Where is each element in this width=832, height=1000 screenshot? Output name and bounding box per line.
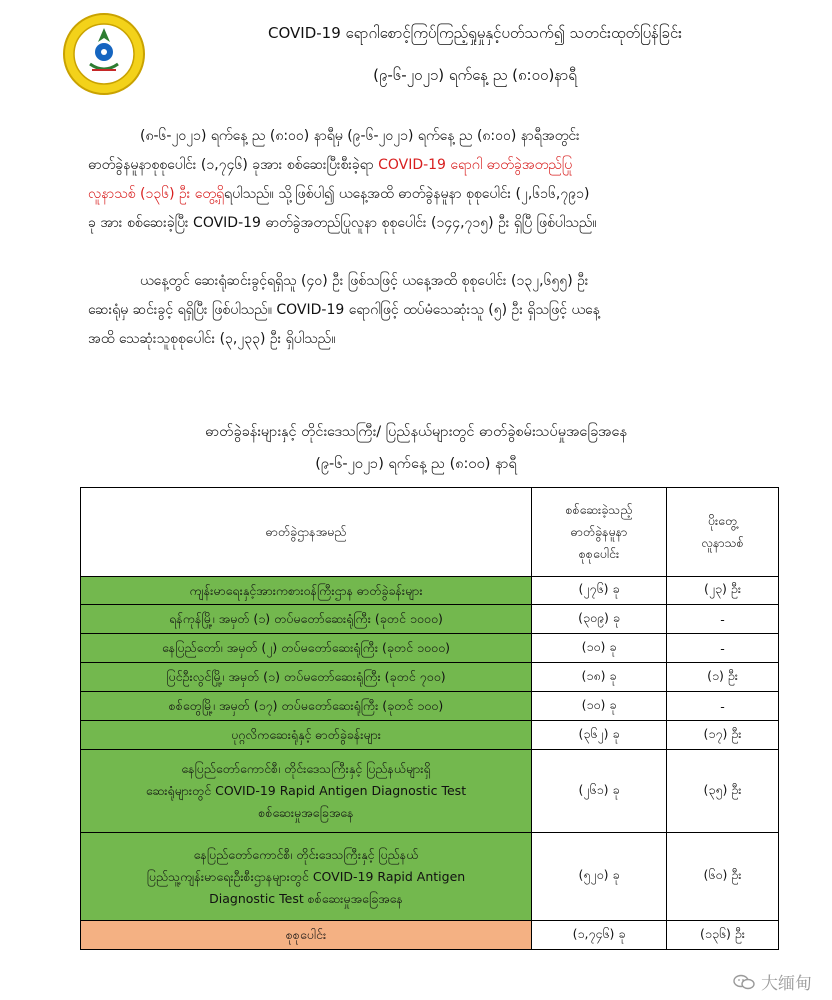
lab-name-line: Diagnostic Test စစ်ဆေးမှုအခြေအနေ (209, 890, 403, 906)
samples-tested-cell: (၃၆၂) ခု (532, 721, 667, 750)
lab-name-cell (81, 692, 532, 721)
table-row (81, 634, 779, 663)
table-title: ဓာတ်ခွဲခန်းများနှင့် တိုင်းဒေသကြီး/ ပြည်နယ်များတွင် ဓာတ်ခွဲစမ်းသပ်မှုအခြေအနေ (205, 424, 627, 440)
table-datetime: (၉-၆-၂၀၂၁) ရက်နေ့ ည (၈:၀၀) နာရီ (315, 456, 517, 472)
total-tested-cell: (၁,၇၄၆) ခု (532, 921, 667, 950)
paragraph-line: ဆေးရုံမှ ဆင်းခွင့် ရရှိပြီး ဖြစ်ပါသည်။ COVID-19 ရောဂါဖြင့် ထပ်မံသေဆုံးသူ (၅) ဦး ရှိသဖြင့် ယနေ့ (88, 302, 600, 318)
paragraph-line: ယနေ့တွင် ဆေးရုံဆင်းခွင့်ရရှိသူ (၄၀) ဦး ဖြစ်သဖြင့် ယနေ့အထိ စုစုပေါင်း (၁၃၂,၆၅၅) ဦး (140, 273, 589, 289)
lab-name-line: နေပြည်တော်၊ အမှတ် (၂) တပ်မတော်ဆေးရုံကြီး (ခုတင် ၁၀၀၀) (162, 640, 450, 655)
page-title: COVID-19 ရောဂါစောင့်ကြပ်ကြည့်ရှုမှုနှင့်ပတ်သက်၍ သတင်းထုတ်ပြန်ခြင်း (268, 24, 682, 42)
watermark (733, 969, 812, 994)
lab-name-line: ကျန်းမာရေးနှင့်အားကစားဝန်ကြီးဌာန ဓာတ်ခွဲခန်းများ (189, 582, 423, 598)
lab-name-line: နေပြည်တော်ကောင်စီ၊ တိုင်းဒေသကြီးနှင့် ပြည်နယ်များရှိ (181, 761, 431, 776)
table-row (81, 692, 779, 721)
new-cases-cell: - (667, 605, 779, 634)
header-line: ဓာတ်ခွဲနမူနာ (570, 524, 628, 539)
samples-tested-cell: (၂၇၆) ခု (532, 577, 667, 605)
new-cases-cell: (၆၀) ဦး (667, 833, 779, 921)
header-line: လူနာသစ် (701, 535, 744, 550)
lab-name-line: ပြည်သူ့ကျန်းမာရေးဦးစီးဌာနများတွင် COVID-19 Rapid Antigen (146, 868, 466, 884)
lab-name-cell (81, 634, 532, 663)
new-cases-cell: - (667, 692, 779, 721)
total-new-cell: (၁၃၆) ဦး (667, 921, 779, 950)
paragraph-recovery-summary (88, 267, 788, 354)
lab-name-cell (81, 663, 532, 692)
table-row (81, 833, 779, 921)
total-label-cell: စုစုပေါင်း (81, 921, 532, 950)
lab-name-line: ပုဂ္ဂလိကဆေးရုံနှင့် ဓာတ်ခွဲခန်းများ (231, 727, 381, 742)
highlight-text: လူနာသစ် (၁၃၆) ဦး တွေ့ရှိ (88, 186, 225, 202)
new-cases-cell: (၁၇) ဦး (667, 721, 779, 750)
paragraph-text: ဓာတ်ခွဲနမူနာစုစုပေါင်း (၁,၇၄၆) ခုအား စစ်ဆေးပြီးစီးခဲ့ရာ (88, 157, 379, 173)
samples-tested-cell: (၁၈) ခု (532, 663, 667, 692)
new-cases-cell: (၃၅) ဦး (667, 750, 779, 833)
wechat-icon (733, 974, 755, 990)
new-cases-cell: (၁) ဦး (667, 663, 779, 692)
lab-name-line: စစ်တွေမြို့၊ အမှတ် (၁၇) တပ်မတော်ဆေးရုံကြီး (ခုတင် ၁၀၀) (168, 698, 444, 713)
new-cases-cell: - (667, 634, 779, 663)
table-row (81, 577, 779, 605)
header-samples-tested (532, 488, 667, 577)
header-new-cases (667, 488, 779, 577)
paragraph-line (88, 151, 788, 180)
header-line: ပိုးတွေ့ (707, 513, 738, 528)
paragraph-line: အထိ သေဆုံးသူစုစုပေါင်း (၃,၂၃၃) ဦး ရှိပါသည်။ (88, 331, 336, 347)
watermark-text: 大缅甸 (761, 974, 812, 994)
lab-name-line: ဆေးရုံများတွင် COVID-19 Rapid Antigen Diagnostic Test (145, 783, 467, 798)
lab-name-line: နေပြည်တော်ကောင်စီ၊ တိုင်းဒေသကြီးနှင့် ပြည်နယ် (193, 846, 419, 862)
table-row (81, 605, 779, 634)
lab-name-cell (81, 605, 532, 634)
paragraph-line: ခု အား စစ်ဆေးခဲ့ပြီး COVID-19 ဓာတ်ခွဲအတည်ပြုလူနာ စုစုပေါင်း (၁၄၄,၇၁၅) ဦး ရှိပြီ ဖြစ်ပါသည်။ (88, 215, 597, 231)
highlight-text: COVID-19 ရောဂါ ဓာတ်ခွဲအတည်ပြု (378, 157, 573, 173)
new-cases-cell: (၂၃) ဦး (667, 577, 779, 605)
ministry-emblem-logo (62, 12, 146, 96)
samples-tested-cell: (၁၀) ခု (532, 692, 667, 721)
paragraph-line: (၈-၆-၂၀၂၁) ရက်နေ့ ည (၈:၀၀) နာရီမှ (၉-၆-၂၀၂၁) ရက်နေ့ ည (၈:၀၀) နာရီအတွင်း (140, 128, 580, 144)
lab-name-line: စစ်ဆေးမှုအခြေအနေ (258, 805, 354, 820)
header-line: စုစုပေါင်း (578, 546, 620, 561)
samples-tested-cell: (၂၆၁) ခု (532, 750, 667, 833)
table-row (81, 721, 779, 750)
samples-tested-cell: (၃၀၉) ခု (532, 605, 667, 634)
lab-name-cell (81, 721, 532, 750)
total-row (81, 921, 779, 950)
paragraph-testing-summary (88, 122, 788, 238)
lab-name-line: ပြင်ဦးလွင်မြို့၊ အမှတ် (၁) တပ်မတော်ဆေးရုံကြီး (ခုတင် ၇၀၀) (166, 669, 446, 684)
paragraph-text: ရပါသည်။ သို့ဖြစ်ပါ၍ ယနေ့အထိ ဓာတ်ခွဲနမူနာ စုစုပေါင်း (၂,၆၁၆,၇၉၁) (224, 186, 590, 202)
lab-name-cell (81, 577, 532, 605)
lab-status-table (80, 487, 779, 950)
header-lab-name: ဓာတ်ခွဲဌာနအမည် (81, 488, 532, 577)
table-header-row (81, 488, 779, 577)
table-row (81, 750, 779, 833)
paragraph-line (88, 180, 788, 209)
lab-name-line: ရန်ကုန်မြို့၊ အမှတ် (၁) တပ်မတော်ဆေးရုံကြီး (ခုတင် ၁၀၀၀) (169, 611, 443, 626)
samples-tested-cell: (၁၀) ခု (532, 634, 667, 663)
table-row (81, 663, 779, 692)
lab-name-cell (81, 833, 532, 921)
report-datetime: (၉-၆-၂၀၂၁) ရက်နေ့ ည (၈:၀၀)နာရီ (373, 66, 577, 84)
header-line: စစ်ဆေးခဲ့သည့် (565, 502, 633, 517)
lab-name-cell (81, 750, 532, 833)
samples-tested-cell: (၅၂၀) ခု (532, 833, 667, 921)
